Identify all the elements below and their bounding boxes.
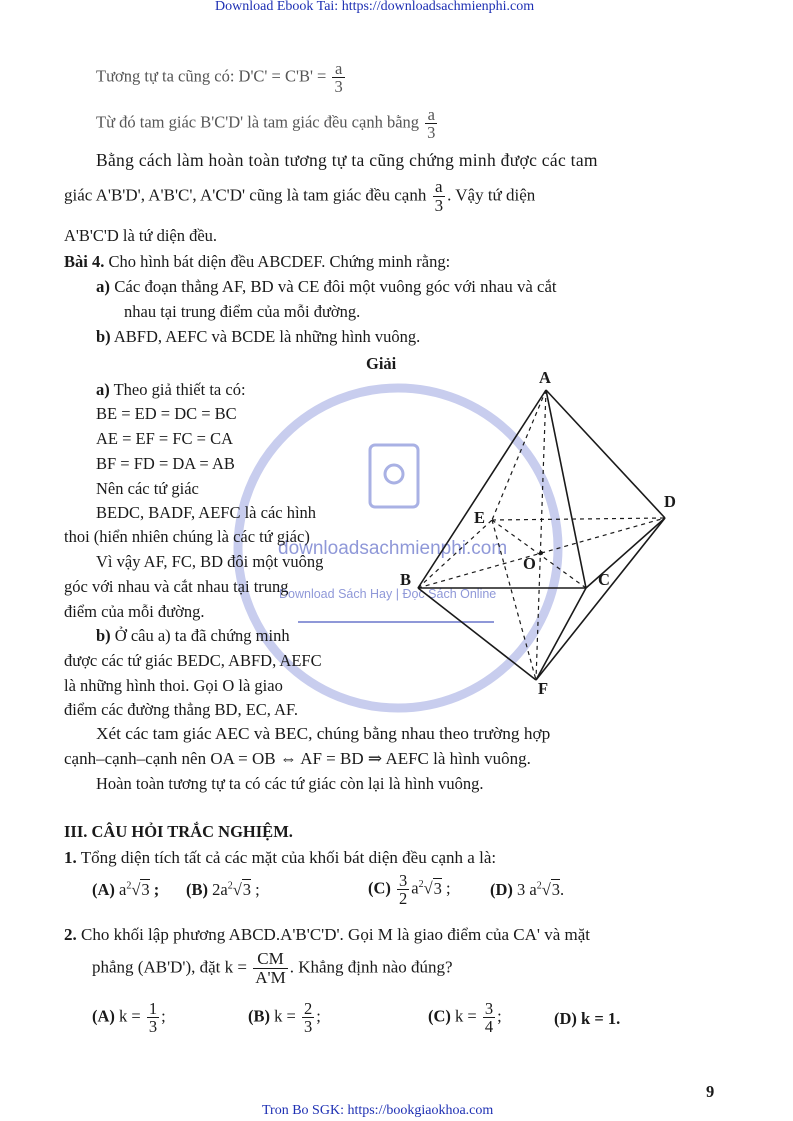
label-e: E bbox=[474, 508, 486, 527]
solution-line: điểm của mỗi đường. bbox=[64, 602, 205, 621]
intro-line1 bbox=[96, 60, 347, 96]
q2-line2 bbox=[92, 950, 453, 987]
watermark-tagline: Download Sách Hay | Đọc Sách Online bbox=[279, 587, 497, 601]
intro-line5: A'B'C'D là tứ diện đều. bbox=[64, 226, 218, 245]
label-o: O bbox=[523, 554, 536, 573]
edge-bf bbox=[418, 588, 536, 680]
option-fraction bbox=[397, 872, 409, 908]
frac-den: 4 bbox=[484, 1017, 494, 1037]
radicand: 3 bbox=[433, 878, 442, 898]
frac-num: CM bbox=[257, 949, 284, 968]
option-fraction bbox=[483, 1000, 495, 1036]
option-term: k = 1. bbox=[581, 1009, 621, 1028]
solution-line: là những hình thoi. Gọi O là giao bbox=[64, 676, 283, 695]
q2-option-a[interactable] bbox=[92, 1000, 166, 1036]
solution-line: thoi (hiển nhiên chúng là các tứ giác) bbox=[64, 527, 310, 546]
edge-ae bbox=[492, 390, 546, 520]
bai4-part-a-line2: nhau tại trung điểm của mỗi đường. bbox=[124, 302, 361, 321]
solution-line: AE = EF = FC = CA bbox=[96, 429, 234, 448]
option-label: (D) bbox=[490, 880, 513, 899]
q1-text: Tổng diện tích tất cả các mặt của khối bát diện đều cạnh a là: bbox=[80, 848, 497, 867]
q1-option-d[interactable]: (D) 3 $a^2√3$. bbox=[490, 880, 565, 899]
q2-option-d[interactable] bbox=[554, 1009, 620, 1029]
part-a-text: Các đoạn thẳng AF, BD và CE đôi một vuông góc với nhau và cắt bbox=[114, 277, 557, 296]
intro-line1-text: Tương tự ta cũng có: D'C' = C'B' = bbox=[96, 66, 327, 86]
edge-ef bbox=[492, 520, 536, 680]
separator: . bbox=[560, 880, 565, 899]
frac-num: 3 bbox=[484, 999, 494, 1018]
solution-full-line: Xét các tam giác AEC và BEC, chúng bằng nhau theo trường hợp bbox=[96, 724, 551, 743]
edge-ed bbox=[492, 518, 665, 520]
separator: ; bbox=[497, 1006, 502, 1026]
q2-line2-suffix: . Khẳng định nào đúng? bbox=[289, 957, 453, 977]
option-term: a bbox=[411, 878, 419, 898]
header-link[interactable]: Download Ebook Tai: https://downloadsachmienphi.com bbox=[215, 0, 535, 14]
q1-option-c[interactable]: (C) $\frac{3}{2}$ $a^2√3$ ; bbox=[368, 871, 451, 909]
intro-line3: Bằng cách làm hoàn toàn tương tự ta cũng chứng minh được các tam bbox=[96, 150, 598, 170]
frac-den: 2 bbox=[399, 889, 408, 909]
section3-heading: III. CÂU HỎI TRẮC NGHIỆM. bbox=[64, 822, 293, 841]
separator: ; bbox=[316, 1006, 321, 1026]
exponent: 2 bbox=[126, 880, 132, 892]
edge-cf bbox=[536, 588, 586, 680]
solution-full-line: cạnh–cạnh–cạnh nên OA = OB ⇔ AF = BD ⇒ AEFC là hình vuông. bbox=[64, 749, 531, 768]
bai4-part-a bbox=[96, 277, 557, 297]
footer-link[interactable]: Tron Bo SGK: https://bookgiaokhoa.com bbox=[262, 1103, 494, 1118]
separator: ; bbox=[255, 880, 260, 899]
exponent: 2 bbox=[227, 880, 233, 892]
option-term: k = bbox=[119, 1006, 141, 1026]
bai4-statement bbox=[64, 252, 450, 272]
diagonal-af bbox=[536, 390, 546, 680]
option-label: (D) bbox=[554, 1009, 577, 1028]
q2-number: 2. bbox=[64, 925, 77, 944]
frac-num: 1 bbox=[148, 999, 158, 1018]
label-c: C bbox=[598, 570, 610, 589]
intro-line4-fraction bbox=[433, 178, 446, 215]
option-label: (B) bbox=[186, 880, 208, 899]
exponent: 2 bbox=[418, 879, 424, 891]
q1-option-a[interactable]: (A) $a^2√3$ ; bbox=[92, 880, 160, 899]
radicand: 3 bbox=[141, 880, 150, 899]
watermark-site: downloadsachmienphi.com bbox=[278, 538, 508, 559]
label-f: F bbox=[538, 679, 549, 698]
option-term: a bbox=[119, 880, 127, 899]
frac-num: a bbox=[427, 105, 435, 124]
separator: ; bbox=[161, 1006, 166, 1026]
octahedron-figure bbox=[395, 368, 715, 698]
label-d: D bbox=[664, 492, 676, 511]
frac-den: 3 bbox=[434, 195, 444, 215]
option-term: 2a bbox=[212, 880, 228, 899]
frac-den: 3 bbox=[427, 123, 436, 143]
solution-full-line: Hoàn toàn tương tự ta có các tứ giác còn lại là hình vuông. bbox=[96, 774, 484, 793]
solution-line: góc với nhau và cắt nhau tại trung bbox=[64, 577, 289, 596]
frac-num: 2 bbox=[303, 999, 313, 1018]
exponent: 2 bbox=[536, 880, 542, 892]
option-label: (A) bbox=[92, 1006, 115, 1026]
solution-line: BE = ED = DC = BC bbox=[96, 404, 237, 423]
bai4-title: Bài 4. bbox=[64, 252, 105, 271]
part-b-label: b) bbox=[96, 327, 111, 346]
frac-den: A'M bbox=[255, 967, 286, 987]
intro-line4 bbox=[64, 178, 535, 215]
intro-line2-fraction bbox=[425, 106, 437, 142]
solution-a-label: a) bbox=[96, 380, 110, 399]
solution-line: Theo giả thiết ta có: bbox=[113, 380, 246, 399]
point-o bbox=[539, 551, 543, 555]
q2-text: Cho khối lập phương ABCD.A'B'C'D'. Gọi M là giao điểm của CA' và mặt bbox=[81, 925, 591, 944]
intro-line2-text: Từ đó tam giác B'C'D' là tam giác đều cạnh bằng bbox=[96, 112, 420, 132]
q1-question bbox=[64, 848, 496, 868]
option-term: k = bbox=[274, 1006, 296, 1026]
edge-ac bbox=[546, 390, 586, 588]
solution-line: Ở câu a) ta đã chứng minh bbox=[114, 626, 290, 645]
solution-line: BF = FD = DA = AB bbox=[96, 454, 235, 473]
option-fraction bbox=[147, 1000, 159, 1036]
solution-line: BEDC, BADF, AEFC là các hình bbox=[96, 503, 317, 522]
solution-line: Vì vậy AF, FC, BD đôi một vuông bbox=[96, 552, 324, 571]
intro-line4-text: giác A'B'D', A'B'C', A'C'D' cũng là tam giác đều cạnh bbox=[64, 185, 427, 205]
k-fraction bbox=[253, 950, 287, 987]
part-b-text: ABFD, AEFC và BCDE là những hình vuông. bbox=[113, 327, 421, 346]
edge-df bbox=[536, 518, 665, 680]
q2-option-b[interactable] bbox=[248, 1000, 321, 1036]
page-number: 9 bbox=[706, 1082, 715, 1101]
label-b: B bbox=[400, 570, 412, 589]
label-a: A bbox=[539, 368, 551, 387]
option-label: (A) bbox=[92, 880, 115, 899]
intro-line4-suffix: . Vậy tứ diện bbox=[447, 185, 536, 205]
frac-num: a bbox=[435, 177, 443, 196]
q2-question bbox=[64, 925, 590, 945]
option-term: 3 a bbox=[517, 880, 537, 899]
intro-line2 bbox=[96, 106, 439, 142]
option-label: (C) bbox=[368, 878, 391, 898]
radicand: 3 bbox=[242, 880, 252, 899]
option-fraction bbox=[302, 1000, 314, 1036]
q2-line2-text: phẳng (AB'D'), đặt k = bbox=[92, 957, 247, 977]
solution-line: được các tứ giác BEDC, ABFD, AEFC bbox=[64, 651, 322, 670]
solution-b-intro bbox=[96, 626, 290, 646]
separator: ; bbox=[446, 878, 451, 898]
bai4-text: Cho hình bát diện đều ABCDEF. Chứng minh rằng: bbox=[108, 252, 451, 271]
bai4-part-b bbox=[96, 327, 420, 347]
option-label: (C) bbox=[428, 1006, 451, 1026]
edge-ad bbox=[546, 390, 665, 518]
separator: ; bbox=[153, 880, 160, 899]
frac-den: 3 bbox=[334, 77, 343, 97]
intro-line1-fraction bbox=[332, 60, 344, 96]
solution-heading: Giải bbox=[366, 354, 397, 373]
solution-b-label: b) bbox=[96, 626, 111, 645]
option-term: k = bbox=[455, 1006, 477, 1026]
q2-option-c[interactable] bbox=[428, 1000, 502, 1036]
solution-a-intro bbox=[96, 380, 246, 400]
frac-num: 3 bbox=[399, 871, 408, 890]
radicand: 3 bbox=[551, 880, 561, 899]
frac-den: 3 bbox=[148, 1017, 158, 1037]
solution-line: điểm các đường thẳng BD, EC, AF. bbox=[64, 700, 299, 719]
solution-line: Nên các tứ giác bbox=[96, 479, 199, 498]
part-a-label: a) bbox=[96, 277, 110, 296]
frac-num: a bbox=[334, 59, 343, 78]
option-label: (B) bbox=[248, 1006, 270, 1026]
q1-option-b[interactable]: (B) $2a^2√3$ ; bbox=[186, 880, 260, 899]
q1-number: 1. bbox=[64, 848, 77, 867]
frac-den: 3 bbox=[303, 1017, 313, 1037]
